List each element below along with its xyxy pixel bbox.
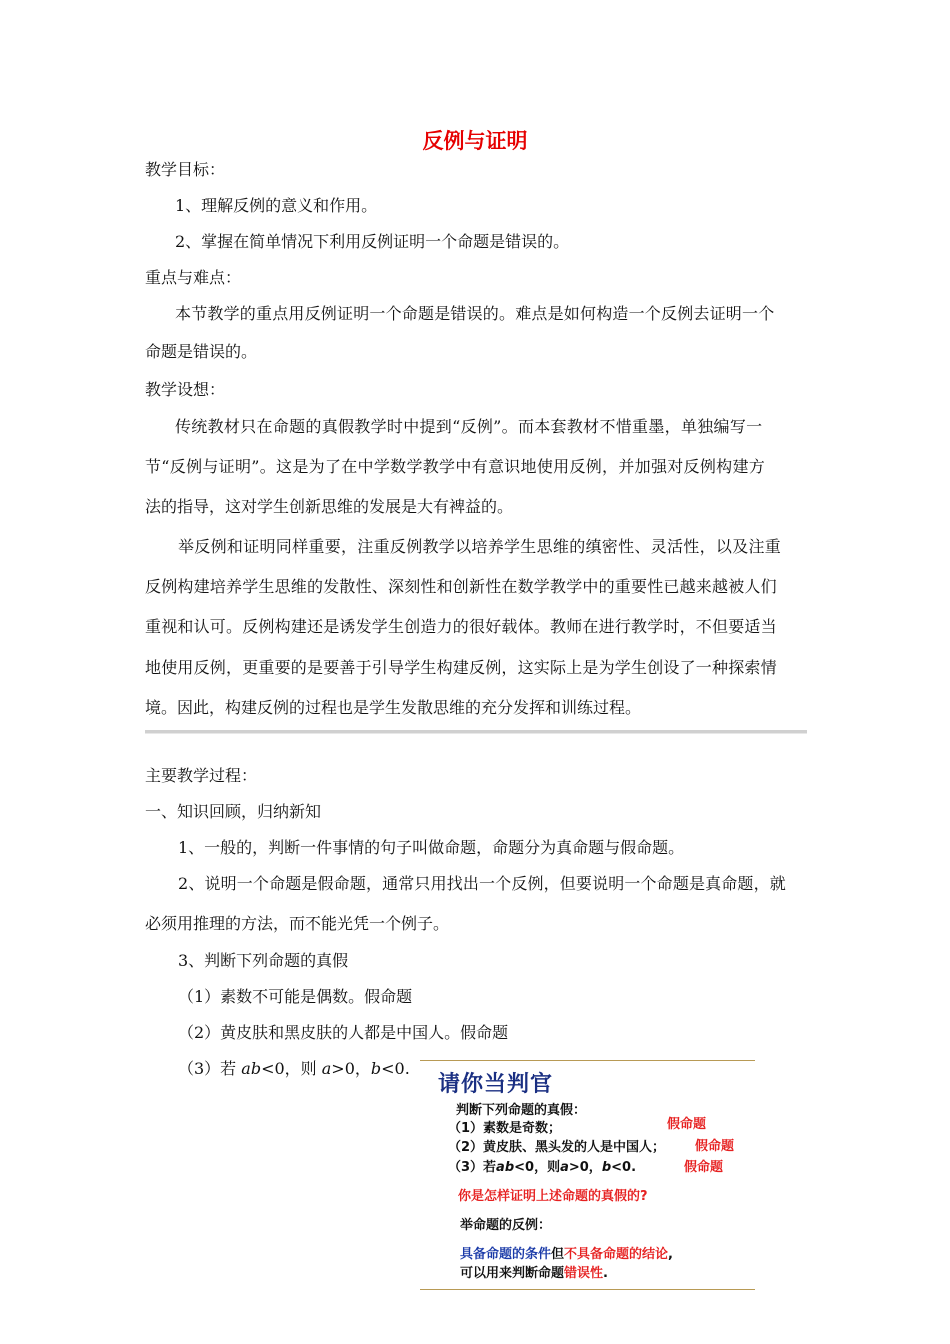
design-p2-line-3: 重视和认可。反例构建还是诱发学生创造力的很好载体。教师在进行教学时，不但要适当	[145, 617, 777, 636]
slide-answer-1: 假命题	[667, 1117, 707, 1132]
slide-question-1: （1）素数是奇数；	[448, 1121, 562, 1136]
process-sub-2: （2）黄皮肤和黑皮肤的人都是中国人。假命题	[178, 1023, 509, 1042]
slide-prompt: 判断下列命题的真假：	[456, 1103, 587, 1118]
process-sub-1: （1）素数不可能是偶数。假命题	[178, 987, 413, 1006]
design-heading: 教学设想：	[145, 380, 226, 399]
slide-proof-question: 你是怎样证明上述命题的真假的?	[458, 1189, 648, 1204]
keypoints-line-1: 本节教学的重点用反例证明一个命题是错误的。难点是如何构造一个反例去证明一个	[175, 304, 775, 323]
slide-conclusion-line-2: 可以用来判断命题错误性.	[460, 1266, 608, 1281]
slide-title: 请你当判官	[438, 1072, 554, 1097]
slide-question-3: （3）若ab<0，则a>0，b<0.	[448, 1160, 637, 1175]
slide-answer-3: 假命题	[684, 1160, 724, 1175]
process-heading: 主要教学过程：	[145, 766, 258, 785]
section-divider	[145, 730, 807, 734]
keypoints-line-2: 命题是错误的。	[145, 342, 258, 361]
slide-image	[420, 1060, 755, 1290]
process-section-1: 一、知识回顾，归纳新知	[145, 802, 322, 821]
design-p1-line-1: 传统教材只在命题的真假教学时中提到“反例”。而本套教材不惜重墨，单独编写一	[175, 417, 763, 436]
slide-answer-2: 假命题	[695, 1139, 735, 1154]
page-title: 反例与证明	[422, 129, 528, 153]
process-sub-3: （3）若 ab<0，则 a>0，b<0.	[178, 1059, 410, 1078]
process-item-2-line-1: 2、说明一个命题是假命题，通常只用找出一个反例，但要说明一个命题是真命题，就	[178, 874, 786, 893]
objectives-heading: 教学目标：	[145, 160, 226, 179]
design-p1-line-2: 节“反例与证明”。这是为了在中学数学教学中有意识地使用反例，并加强对反例构建方	[145, 457, 766, 476]
process-item-1: 1、一般的，判断一件事情的句子叫做命题，命题分为真命题与假命题。	[178, 838, 685, 857]
slide-question-2: （2）黄皮肤、黑头发的人是中国人；	[448, 1140, 666, 1155]
design-p2-line-4: 地使用反例，更重要的是要善于引导学生构建反例，这实际上是为学生创设了一种探索情	[145, 658, 777, 677]
objective-item-2: 2、掌握在简单情况下利用反例证明一个命题是错误的。	[175, 232, 570, 251]
objective-item-1: 1、理解反例的意义和作用。	[175, 196, 378, 215]
keypoints-heading: 重点与难点：	[145, 268, 242, 287]
design-p1-line-3: 法的指导，这对学生创新思维的发展是大有裨益的。	[145, 497, 514, 516]
process-item-3: 3、判断下列命题的真假	[178, 951, 349, 970]
slide-conclusion-line-1: 具备命题的条件但不具备命题的结论,	[460, 1247, 673, 1262]
design-p2-line-5: 境。因此，构建反例的过程也是学生发散思维的充分发挥和训练过程。	[145, 698, 642, 717]
design-p2-line-2: 反例构建培养学生思维的发散性、深刻性和创新性在数学教学中的重要性已越来越被人们	[145, 577, 777, 596]
design-p2-line-1: 举反例和证明同样重要，注重反例教学以培养学生思维的缜密性、灵活性，以及注重	[178, 537, 782, 556]
slide-counterexample-label: 举命题的反例：	[460, 1218, 552, 1233]
process-item-2-line-2: 必须用推理的方法，而不能光凭一个例子。	[145, 914, 450, 933]
